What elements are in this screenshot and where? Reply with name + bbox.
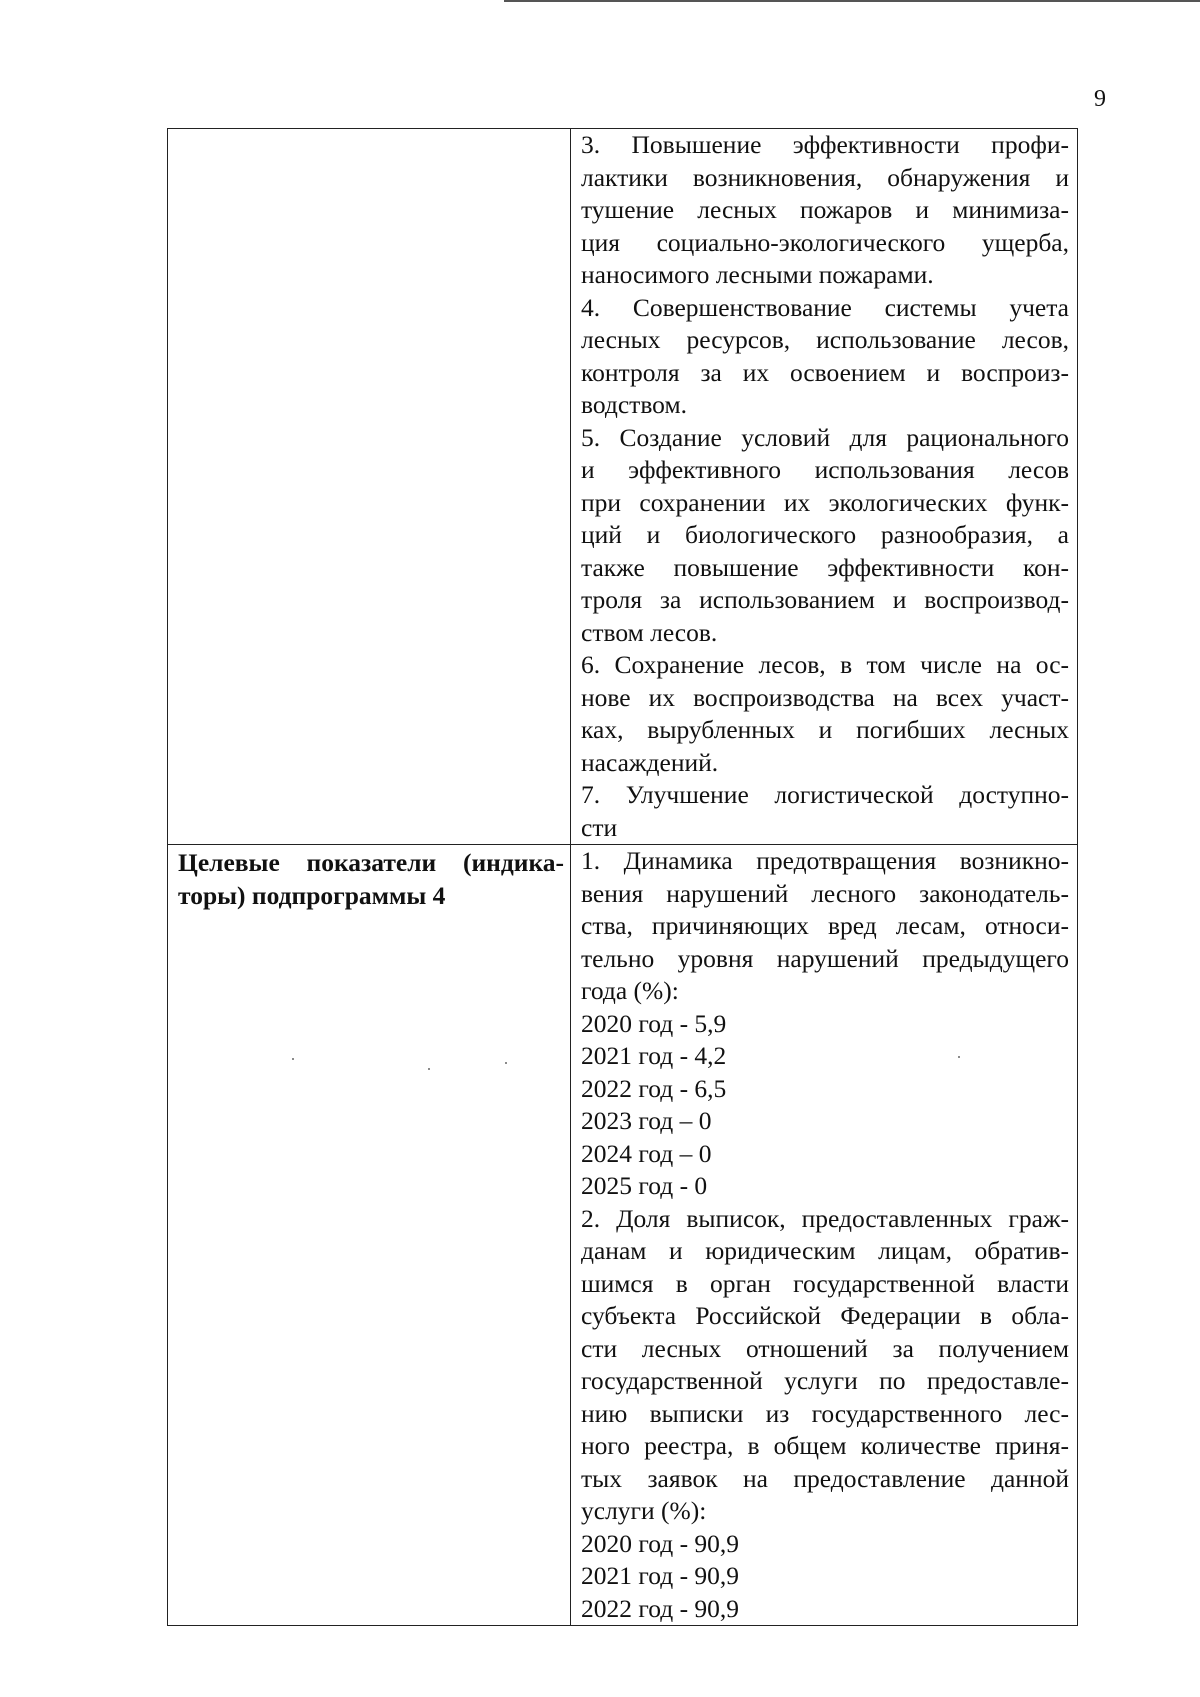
text-line: 2021 год - 4,2 <box>581 1041 727 1070</box>
text-line: троля за использованием и воспроизвод- <box>581 585 1069 614</box>
scan-speck <box>505 1062 507 1064</box>
text-line: данам и юридическим лицам, обратив- <box>581 1236 1069 1265</box>
text-line: сти лесных отношений за получением <box>581 1333 1069 1363</box>
text-line: 2. Доля выписок, предоставленных граж- <box>581 1203 1069 1233</box>
text-line: 2024 год – 0 <box>581 1138 712 1168</box>
text-line: 2022 год - 6,5 <box>581 1073 727 1103</box>
row-label-cell <box>168 129 571 844</box>
text-line: торы) подпрограммы 4 <box>178 880 446 910</box>
table-row-objectives <box>168 129 1077 844</box>
text-line: ций и биологического разнообразия, а <box>581 520 1069 549</box>
text-line: ного реестра, в общем количестве приня- <box>581 1431 1069 1460</box>
text-line: лесных ресурсов, использование лесов, <box>581 325 1069 354</box>
scan-speck <box>428 1068 430 1070</box>
text-line: также повышение эффективности кон- <box>581 552 1069 582</box>
text-line: 4. Совершенствование системы учета <box>581 292 1069 322</box>
text-line: контроля за их освоением и воспроиз- <box>581 357 1069 387</box>
text-line: 2021 год - 90,9 <box>581 1561 740 1590</box>
text-line: 3. Повышение эффективности профи- <box>581 130 1069 159</box>
objectives-cell <box>571 129 1077 844</box>
text-line: ством лесов. <box>581 617 718 647</box>
text-line: услуги (%): <box>581 1496 707 1525</box>
target-indicators-label-cell <box>168 845 571 1625</box>
text-line: водством. <box>581 390 687 419</box>
text-line: сти <box>581 812 618 842</box>
text-line: ства, причиняющих вред лесам, относи- <box>581 911 1069 940</box>
top-border-line <box>504 0 1200 2</box>
text-line: года (%): <box>581 976 679 1005</box>
text-line: ках, вырубленных и погибших лесных <box>581 715 1069 744</box>
text-line: 7. Улучшение логистической доступно- <box>581 780 1069 809</box>
target-indicators-cell <box>571 845 1077 1625</box>
text-line: вения нарушений лесного законодатель- <box>581 878 1069 908</box>
text-line: наносимого лесными пожарами. <box>581 260 934 289</box>
text-line: и эффективного использования лесов <box>581 455 1069 484</box>
text-line: нию выписки из государственного лес- <box>581 1398 1069 1428</box>
text-line: субъекта Российской Федерации в обла- <box>581 1301 1069 1330</box>
text-line: 2020 год - 5,9 <box>581 1008 727 1038</box>
text-line: тельно уровня нарушений предыдущего <box>581 943 1069 973</box>
text-line: при сохранении их экологических функ- <box>581 487 1069 517</box>
text-line: лактики возникновения, обнаружения и <box>581 162 1069 192</box>
table-row-target-indicators <box>168 844 1077 1625</box>
text-line: 2023 год – 0 <box>581 1106 712 1135</box>
text-line: 1. Динамика предотвращения возникно- <box>581 846 1069 875</box>
text-line: Целевые показатели (индика- <box>178 848 564 877</box>
text-line: нове их воспроизводства на всех участ- <box>581 682 1069 712</box>
text-line: 2022 год - 90,9 <box>581 1593 740 1623</box>
page-number: 9 <box>1094 86 1106 112</box>
scan-speck <box>292 1058 294 1060</box>
text-line: насаждений. <box>581 747 719 777</box>
text-line: государственной услуги по предоставле- <box>581 1366 1069 1395</box>
text-line: 2025 год - 0 <box>581 1171 708 1200</box>
text-line: тых заявок на предоставление данной <box>581 1463 1069 1493</box>
text-line: 6. Сохранение лесов, в том числе на ос- <box>581 650 1069 679</box>
text-line: 2020 год - 90,9 <box>581 1528 740 1558</box>
scan-speck <box>958 1056 960 1058</box>
subprogram-passport-table <box>167 128 1078 1626</box>
text-line: 5. Создание условий для рационального <box>581 422 1069 452</box>
text-line: тушение лесных пожаров и минимиза- <box>581 195 1069 224</box>
text-line: шимся в орган государственной власти <box>581 1268 1069 1298</box>
text-line: ция социально-экологического ущерба, <box>581 227 1069 257</box>
